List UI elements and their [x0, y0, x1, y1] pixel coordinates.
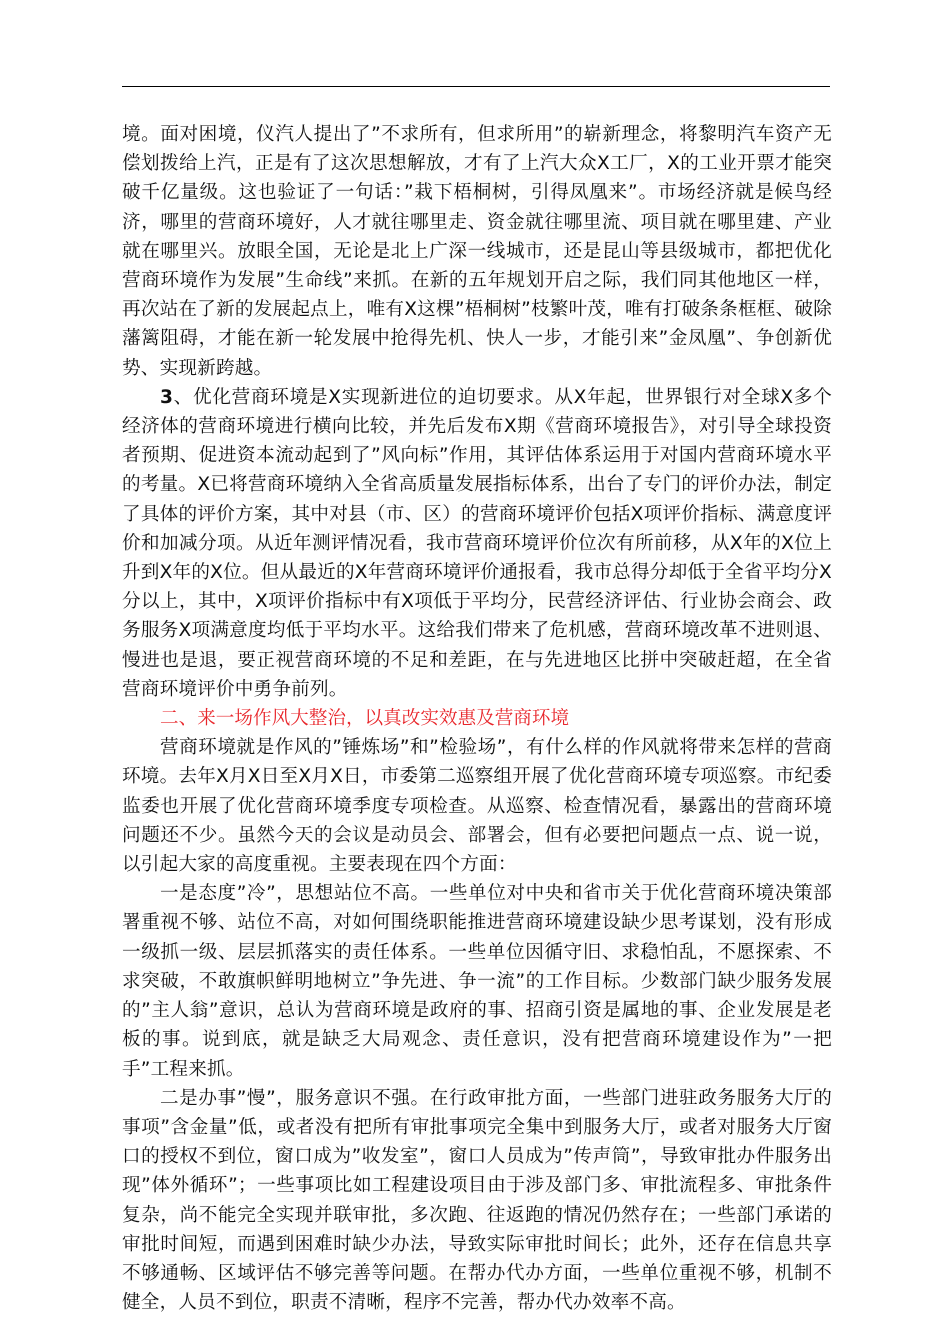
paragraph-1: 境。面对困境，仪汽人提出了”不求所有，但求所用”的崭新理念，将黎明汽车资产无偿划拨给上汽，正是有了这次思想解放，才有了上汽大众X工厂，X的工业开票才能突破千亿量级。这也验证了一句话：”栽下梧桐树，引得凤凰来”。市场经济就是候鸟经济，哪里的营商环境好，人才就往哪里走、资金就往哪里流、项目就在哪里建、产业就在哪里兴。放眼全国，无论是北上广深一线城市，还是昆山等县级城市，都把优化营商环境作为发展”生命线”来抓。在新的五年规划开启之际，我们同其他地区一样，再次站在了新的发展起点上，唯有X这棵”梧桐树”枝繁叶茂，唯有打破条条框框、破除藩篱阻碍，才能在新一轮发展中抢得先机、快人一步，才能引来”金凤凰”、争创新优势、实现新跨越。 [122, 124, 832, 379]
paragraph-5: 二是办事”慢”，服务意识不强。在行政审批方面，一些部门进驻政务服务大厅的事项”含金量”低，或者没有把所有审批事项完全集中到服务大厅，或者对服务大厅窗口的授权不到位，窗口成为”收发室”，窗口人员成为”传声筒”，导致审批办件服务出现”体外循环”；一些事项比如工程建设项目由于涉及部门多、审批流程多、审批条件复杂，尚不能完全实现并联审批，多次跑、往返跑的情况仍然存在；一些部门承诺的审批时间短，而遇到困难时缺少办法，导致实际审批时间长；此外，还存在信息共享不够通畅、区域评估不够完善等问题。在帮办代办方面，一些单位重视不够，机制不健全，人员不到位，职责不清晰，程序不完善，帮办代办效率不高。 [122, 1087, 832, 1314]
paragraph-2-number: 3 [160, 386, 174, 408]
paragraph-2 [122, 383, 832, 704]
paragraph-4: 一是态度”冷”，思想站位不高。一些单位对中央和省市关于优化营商环境决策部署重视不够、站位不高，对如何围绕职能推进营商环境建设缺少思考谋划，没有形成一级抓一级、层层抓落实的责任体系。一些单位因循守旧、求稳怕乱，不愿探索、不求突破，不敢旗帜鲜明地树立”争先进、争一流”的工作目标。少数部门缺少服务发展的”主人翁”意识，总认为营商环境是政府的事、招商引资是属地的事、企业发展是老板的事。说到底，就是缺乏大局观念、责任意识，没有把营商环境建设作为”一把手”工程来抓。 [122, 883, 832, 1080]
paragraph-3: 营商环境就是作风的”锤炼场”和”检验场”，有什么样的作风就将带来怎样的营商环境。去年X月X日至X月X日，市委第二巡察组开展了优化营商环境专项巡察。市纪委监委也开展了优化营商环境季度专项检查。从巡察、检查情况看，暴露出的营商环境问题还不少。虽然今天的会议是动员会、部署会，但有必要把问题点一点、说一说，以引起大家的高度重视。主要表现在四个方面： [122, 737, 832, 876]
section-heading: 二、来一场作风大整治，以真改实效惠及营商环境 [160, 708, 570, 730]
header-rule [122, 86, 830, 87]
document-body [122, 120, 832, 1317]
paragraph-2-text: 、优化营商环境是X实现新进位的迫切要求。从X年起，世界银行对全球X多个经济体的营商环境进行横向比较，并先后发布X期《营商环境报告》，对引导全球投资者预期、促进资本流动起到了”风向标”作用，其评估体系运用于对国内营商环境水平的考量。X已将营商环境纳入全省高质量发展指标体系，出台了专门的评价办法，制定了具体的评价方案，其中对县（市、区）的营商环境评价包括X项评价指标、满意度评价和加减分项。从近年测评情况看，我市营商环境评价位次有所前移，从X年的X位上升到X年的X位。但从最近的X年营商环境评价通报看，我市总得分却低于全省平均分X分以上，其中，X项评价指标中有X项低于平均分，民营经济评估、行业协会商会、政务服务X项满意度均低于平均水平。这给我们带来了危机感，营商环境改革不进则退、慢进也是退，要正视营商环境的不足和差距，在与先进地区比拼中突破赶超，在全省营商环境评价中勇争前列。 [122, 386, 832, 700]
